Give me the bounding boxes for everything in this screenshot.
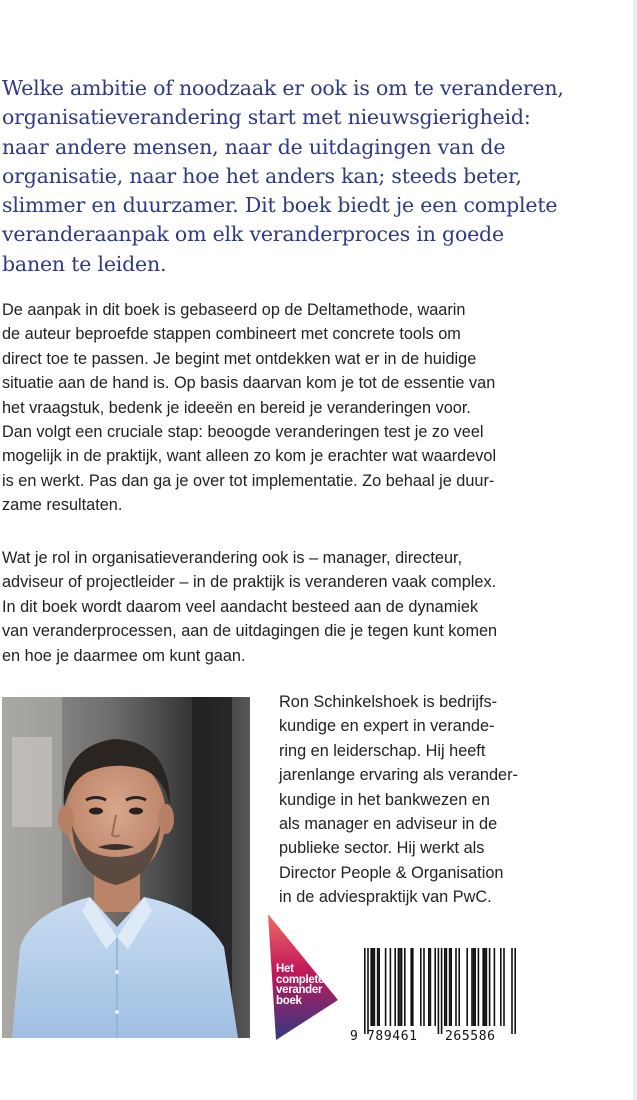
bio-line: kundige in het bankwezen en [279, 790, 490, 809]
bio-line: kundige en expert in verande- [279, 717, 495, 736]
barcode-bar [471, 948, 473, 1026]
bio-line: ring en leiderschap. Hij heeft [279, 741, 486, 760]
barcode-left-digits: 789461 [367, 1029, 418, 1044]
paragraph-role [2, 546, 522, 668]
barcode-first-digit: 9 [350, 1029, 358, 1044]
paragraph-line: In dit boek wordt daarom veel aandacht besteed aan de dynamiek [2, 597, 479, 616]
barcode-bar [486, 948, 488, 1026]
intro-line: organisatieverandering start met nieuwsgierigheid: [2, 105, 531, 130]
barcode-bar [474, 948, 476, 1026]
barcode-bar [450, 948, 452, 1026]
barcode-bar [428, 948, 430, 1026]
barcode-bar [378, 948, 380, 1026]
barcode-bar [466, 948, 468, 1026]
barcode-bar [503, 948, 505, 1026]
barcode-bar [455, 948, 457, 1026]
barcode-guard-bar [441, 948, 443, 1034]
paragraph-line: mogelijk in de praktijk, want alleen zo kom je erachter wat waardevol [2, 447, 497, 466]
barcode-bar [401, 948, 403, 1026]
bio-line: als manager en adviseur in de [279, 815, 498, 834]
bio-line: Ron Schinkelshoek is bedrijfs- [279, 693, 498, 711]
barcode-bar [458, 948, 460, 1026]
barcode-bar [430, 948, 432, 1026]
author-portrait-illustration [2, 697, 250, 1038]
barcode-bar [377, 948, 379, 1026]
author-bio [279, 690, 539, 910]
barcode-bar [412, 948, 414, 1026]
barcode-bar [449, 948, 451, 1026]
barcode-bar [398, 948, 400, 1026]
barcode-bar [482, 948, 484, 1026]
paragraph-line: en hoe je daarmee om kunt gaan. [2, 646, 246, 665]
barcode-bar [420, 948, 422, 1026]
barcode-graphic [348, 946, 520, 1044]
intro-line: banen te leiden. [2, 251, 167, 276]
paragraph-line: zame resultaten. [2, 496, 123, 515]
barcode-bar [394, 948, 396, 1026]
barcode-bar [446, 948, 448, 1026]
barcode-bar [494, 948, 496, 1026]
barcode-bar [370, 948, 372, 1026]
author-photo [2, 697, 250, 1038]
paragraph-line: de auteur beproefde stappen combineert met concrete tools om [2, 325, 461, 344]
barcode-bar [434, 948, 436, 1026]
barcode-right-digits: 265586 [445, 1029, 496, 1044]
logo-line: Het [276, 963, 294, 975]
intro-line: Welke ambitie of noodzaak er ook is om te veranderen, [2, 76, 564, 100]
barcode-bar [372, 948, 374, 1026]
intro-line: slimmer en duurzamer. Dit boek biedt je een complete [2, 193, 558, 218]
barcode-bar [473, 948, 475, 1026]
intro-line: organisatie, naar hoe het anders kan; steeds beter, [2, 163, 522, 188]
logo-line: verander [276, 984, 323, 996]
paragraph-line: van veranderprocessen, aan de uitdagingen die je tegen kunt komen [2, 622, 498, 641]
paragraph-line: Wat je rol in organisatieverandering ook is – manager, directeur, [2, 549, 463, 567]
paragraph-line: direct toe te passen. Je begint met ontdekken wat er in de huidige [2, 349, 477, 368]
barcode-bar [444, 948, 446, 1026]
barcode-bar [410, 948, 412, 1026]
edge-strip [633, 0, 637, 1100]
barcode-bar [423, 948, 425, 1026]
logo-line: complete [276, 973, 325, 986]
intro-text [2, 74, 602, 279]
barcode-guard-bar [514, 948, 516, 1034]
intro-line: veranderaanpak om elk veranderproces in goede [2, 222, 504, 247]
paragraph-line: situatie aan de hand is. Op basis daarvan kom je tot de essentie van [2, 374, 496, 393]
paragraph-line: Dan volgt een cruciale stap: beoogde veranderingen test je zo veel [2, 423, 484, 442]
logo-line: boek [276, 994, 302, 1007]
barcode-bar [399, 948, 401, 1026]
logo-text [276, 964, 346, 1006]
barcode-guard-bar [367, 948, 369, 1034]
intro-line: naar andere mensen, naar de uitdagingen van de [2, 134, 506, 159]
paragraph-line: adviseur of projectleider – in de praktijk is veranderen vaak complex. [2, 573, 497, 592]
bio-line: jarenlange ervaring als verander- [279, 766, 518, 785]
barcode-bar [404, 948, 406, 1026]
barcode-guard-bar [364, 948, 366, 1034]
paragraph-line: is en werkt. Pas dan ga je over tot implementatie. Zo behaal je duur- [2, 471, 495, 490]
barcode-bar [484, 948, 486, 1026]
barcode-bar [500, 948, 502, 1026]
book-logo [266, 912, 340, 1042]
bio-line: in de adviespraktijk van PwC. [279, 888, 492, 907]
paragraph-approach [2, 298, 522, 518]
paragraph-line: De aanpak in dit boek is gebaseerd op de Deltamethode, waarin [2, 301, 466, 319]
isbn-barcode [348, 946, 520, 1044]
bio-line: publieke sector. Hij werkt als [279, 839, 485, 858]
barcode-guard-bar [438, 948, 440, 1034]
barcode-bar [489, 948, 491, 1026]
paragraph-line: het vraagstuk, bedenk je ideeën en bereid je veranderingen voor. [2, 398, 471, 417]
bio-line: Director People & Organisation [279, 863, 504, 882]
barcode-bar [390, 948, 392, 1026]
barcode-bar [374, 948, 376, 1026]
barcode-guard-bar [511, 948, 513, 1034]
barcode-bar [478, 948, 480, 1026]
barcode-bar [385, 948, 387, 1026]
